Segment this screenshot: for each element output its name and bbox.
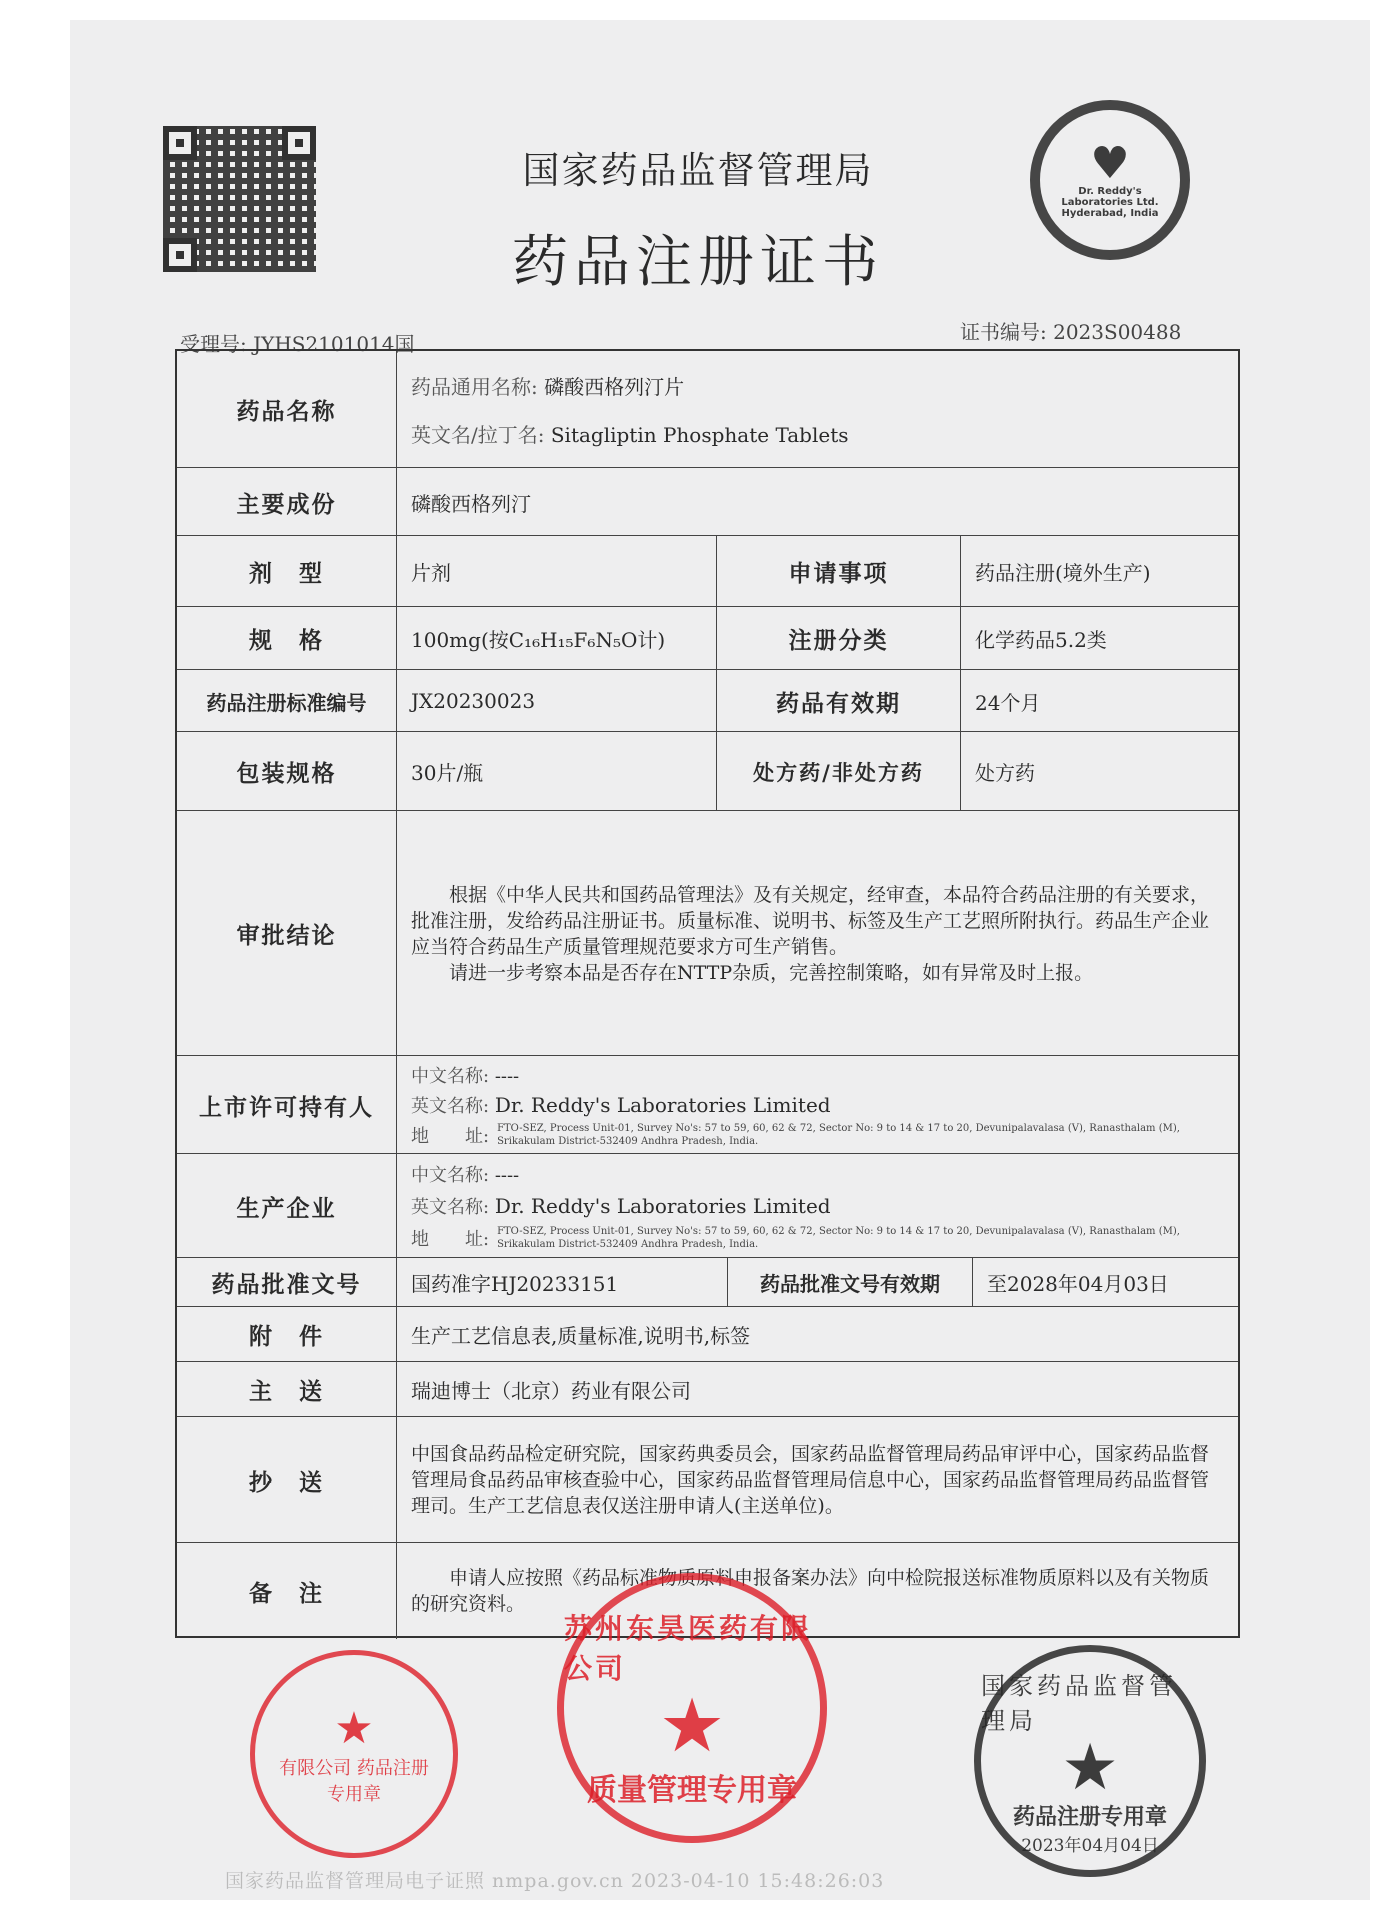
label-manufacturer: 生产企业 <box>177 1154 397 1258</box>
row-holder <box>177 1055 1238 1154</box>
label-conclusion: 审批结论 <box>177 811 397 1056</box>
label-attachments: 附 件 <box>177 1307 397 1362</box>
label-remarks: 备 注 <box>177 1543 397 1639</box>
recipient-value: 瑞迪博士（北京）药业有限公司 <box>411 1379 691 1403</box>
row-attachments <box>177 1306 1238 1362</box>
package-value: 30片/瓶 <box>411 761 484 785</box>
row-standard-no <box>177 669 1238 732</box>
certificate-number: 证书编号: 2023S00488 <box>960 320 1182 344</box>
label-holder: 上市许可持有人 <box>177 1056 397 1154</box>
row-strength <box>177 606 1238 670</box>
holder-cn-label: 中文名称: <box>411 1066 490 1087</box>
prescription-value: 处方药 <box>975 761 1035 785</box>
label-validity: 药品有效期 <box>716 670 961 732</box>
nmpa-seal-date: 2023年04月04日 <box>1021 1836 1159 1856</box>
qr-code <box>163 126 316 272</box>
standard-no-value: JX20230023 <box>411 689 536 713</box>
star-icon: ★ <box>1061 1731 1119 1805</box>
dr-reddys-seal-text: Dr. Reddy's Laboratories Ltd. Hyderabad, India <box>1061 185 1159 219</box>
conclusion-paragraph-2: 请进一步考察本品是否存在NTTP杂质，完善控制策略，如有异常及时上报。 <box>449 961 1094 984</box>
row-approval-no <box>177 1257 1238 1307</box>
remarks-value: 申请人应按照《药品标准物质原料申报备案办法》向中检院报送标准物质原料以及有关物质的研究资料。 <box>411 1567 1210 1615</box>
e-license-footer: 国家药品监督管理局电子证照 nmpa.gov.cn 2023-04-10 15:48:26:03 <box>225 1870 885 1892</box>
row-ingredient <box>177 467 1238 536</box>
ingredient-value: 磷酸西格列汀 <box>411 491 531 516</box>
heart-logo-icon: ♥ <box>1090 137 1130 189</box>
cc-value: 中国食品药品检定研究院，国家药典委员会，国家药品监督管理局药品审评中心，国家药品监督管理局食品药品审核查验中心，国家药品监督管理局信息中心，国家药品监督管理局药品监督管理司。生产工艺信息表仅送注册申请人(主送单位)。 <box>411 1443 1210 1517</box>
row-dosage-form <box>177 535 1238 607</box>
row-recipient <box>177 1361 1238 1417</box>
generic-name-label: 药品通用名称: <box>411 374 538 399</box>
row-drug-name <box>177 351 1238 467</box>
acceptance-number: 受理号: JYHS2101014国 <box>180 332 415 356</box>
quality-seal-ring-text: 苏州东昊医药有限公司 <box>564 1612 813 1685</box>
star-icon: ★ <box>658 1683 726 1769</box>
label-application-item: 申请事项 <box>716 536 961 607</box>
strength-value: 100mg(按C₁₆H₁₅F₆N₅O计) <box>411 628 666 652</box>
quality-management-seal <box>557 1573 827 1843</box>
label-standard-no: 药品注册标准编号 <box>177 670 397 732</box>
certificate-table <box>175 349 1240 1638</box>
label-prescription: 处方药/非处方药 <box>716 732 961 811</box>
english-name-label: 英文名/拉丁名: <box>411 422 545 447</box>
row-cc <box>177 1416 1238 1543</box>
row-conclusion <box>177 810 1238 1056</box>
holder-address-label: 地 址: <box>411 1126 490 1147</box>
issuing-authority: 国家药品监督管理局 <box>522 149 874 192</box>
approval-validity-value: 至2028年04月03日 <box>987 1272 1169 1296</box>
label-package: 包装规格 <box>177 732 397 811</box>
conclusion-paragraph-1: 根据《中华人民共和国药品管理法》及有关规定，经审查，本品符合药品注册的有关要求，批准注册，发给药品注册证书。质量标准、说明书、标签及生产工艺照所附执行。药品生产企业应当符合药品生产质量管理规范要求方可生产销售。 <box>411 883 1210 958</box>
holder-en-label: 英文名称: <box>411 1096 490 1117</box>
validity-value: 24个月 <box>975 690 1041 715</box>
quality-seal-center-text: 质量管理专用章 <box>587 1773 797 1808</box>
label-recipient: 主 送 <box>177 1362 397 1417</box>
label-drug-name: 药品名称 <box>177 351 397 467</box>
label-registration-class: 注册分类 <box>716 607 961 670</box>
dosage-form-value: 片剂 <box>411 561 451 585</box>
holder-cn-name: ---- <box>494 1066 520 1087</box>
manufacturer-en-label: 英文名称: <box>411 1197 490 1218</box>
english-name: Sitagliptin Phosphate Tablets <box>550 422 849 447</box>
label-cc: 抄 送 <box>177 1417 397 1543</box>
row-manufacturer <box>177 1153 1238 1258</box>
nmpa-seal-center-text: 药品注册专用章 <box>1012 1804 1167 1830</box>
certificate-title: 药品注册证书 <box>512 230 884 295</box>
label-approval-no: 药品批准文号 <box>177 1258 397 1307</box>
registration-class-value: 化学药品5.2类 <box>975 628 1107 652</box>
holder-en-name: Dr. Reddy's Laboratories Limited <box>494 1093 831 1117</box>
red-registration-seal <box>250 1650 458 1858</box>
manufacturer-cn-label: 中文名称: <box>411 1165 490 1186</box>
red-seal-text: 有限公司 药品注册专用章 <box>279 1757 429 1805</box>
star-icon: ★ <box>334 1702 374 1754</box>
nmpa-seal-ring-text: 国家药品监督管理局 <box>981 1672 1177 1735</box>
application-item-value: 药品注册(境外生产) <box>975 561 1151 585</box>
row-package <box>177 731 1238 811</box>
label-approval-validity: 药品批准文号有效期 <box>727 1258 973 1307</box>
dr-reddys-seal <box>1030 100 1190 260</box>
approval-no-value: 国药准字HJ20233151 <box>411 1272 619 1296</box>
manufacturer-cn-name: ---- <box>494 1165 520 1186</box>
generic-name: 磷酸西格列汀片 <box>544 374 685 399</box>
attachments-value: 生产工艺信息表,质量标准,说明书,标签 <box>411 1324 751 1348</box>
manufacturer-address: FTO-SEZ, Process Unit-01, Survey No's: 57 to 59, 60, 62 & 72, Sector No: 9 to 14 & 17 to 20, Devunipalavalasa (V), Ranasthalam (M), Srikakulam District-532409 Andhra Pradesh, India. <box>497 1226 1180 1250</box>
label-dosage-form: 剂 型 <box>177 536 397 607</box>
nmpa-registration-seal <box>974 1645 1206 1877</box>
holder-address: FTO-SEZ, Process Unit-01, Survey No's: 57 to 59, 60, 62 & 72, Sector No: 9 to 14 & 17 to 20, Devunipalavalasa (V), Ranasthalam (M), Srikakulam District-532409 Andhra Pradesh, India. <box>497 1123 1180 1147</box>
manufacturer-address-label: 地 址: <box>411 1229 490 1250</box>
manufacturer-en-name: Dr. Reddy's Laboratories Limited <box>494 1194 831 1218</box>
label-strength: 规 格 <box>177 607 397 670</box>
label-ingredient: 主要成份 <box>177 468 397 536</box>
